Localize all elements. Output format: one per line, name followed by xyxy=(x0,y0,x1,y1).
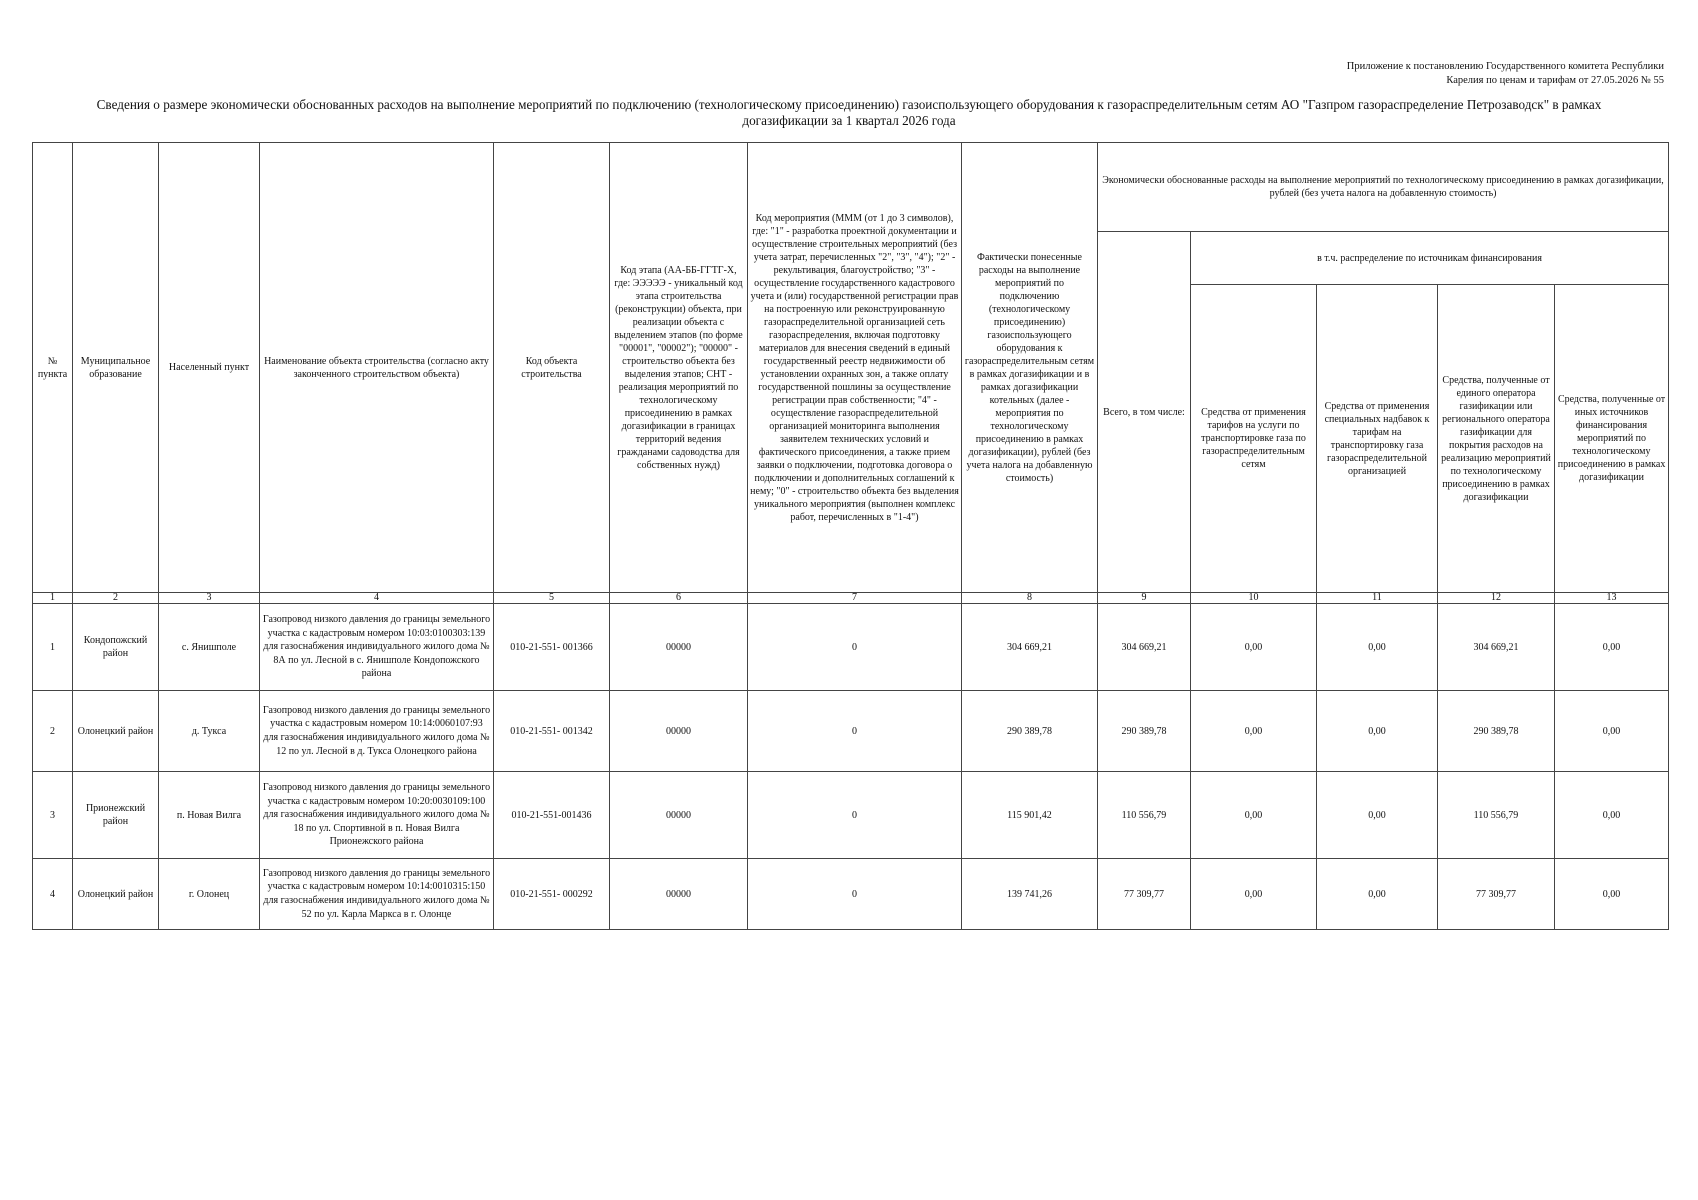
cell-tariff-funds: 0,00 xyxy=(1191,604,1317,691)
cell-total: 290 389,78 xyxy=(1098,691,1191,772)
document-title-line2: догазификации за 1 квартал 2026 года xyxy=(742,113,956,128)
header-col-7: Код мероприятия (МММ (от 1 до 3 символов), где: "1" - разработка проектной документации и осуществление строительных мероприятий (без учета затрат, перечисленных "2", "3", "4"); "2" - рекультивация, благоустройство; "3" - осуществление государственного кадастрового учета и (или) государственной регистрации прав на построенную или реконструированную газораспределительной организацией сеть газораспределения, включая подготовку материалов для внесения сведений в единый государственный реестр недвижимости об установлении охранных зон, а также оплату государственной пошлины за осуществление регистрации прав собственности; "4" - осуществление газораспределительной организацией мониторинга выполнения заявителем технических условий и фактического присоединения, а также прием заявки о подключении, подготовка договора о подключении и дополнительных соглашений к нему; "0" - строительство объекта без выделения уникального мероприятия (выполнен комплекс работ, перечисленных в "1-4") xyxy=(748,143,962,593)
cell-tariff-funds: 0,00 xyxy=(1191,772,1317,859)
cell-municipality: Олонецкий район xyxy=(73,859,159,930)
cell-object-code: 010-21-551-001436 xyxy=(494,772,610,859)
cell-surcharge-funds: 0,00 xyxy=(1317,691,1438,772)
cell-stage-code: 00000 xyxy=(610,691,748,772)
cell-event-code: 0 xyxy=(748,859,962,930)
cell-object-code: 010-21-551- 000292 xyxy=(494,859,610,930)
header-group-econ: Экономически обоснованные расходы на выполнение мероприятий по технологическому присоединению в рамках догазификации, рублей (без учета налога на добавленную стоимость) xyxy=(1098,143,1669,232)
column-number: 10 xyxy=(1191,593,1317,604)
header-col-6: Код этапа (АА-ББ-ГГТГ-Х, где: ЭЭЭЭЭ - уникальный код этапа строительства (реконструкции) объекта, при реализации объекта с выделением этапов (по форме "00001", "00002"); "00000" - строительство объекта без выделения этапов; СНТ - реализация мероприятий по технологическому присоединению в рамках догазификации в границах территорий ведения гражданами садоводства для собственных нужд) xyxy=(610,143,748,593)
column-number: 5 xyxy=(494,593,610,604)
header-col-9: Всего, в том числе: xyxy=(1098,232,1191,593)
column-number: 2 xyxy=(73,593,159,604)
cell-total: 77 309,77 xyxy=(1098,859,1191,930)
cell-municipality: Олонецкий район xyxy=(73,691,159,772)
header-col-8: Фактически понесенные расходы на выполнение мероприятий по подключению (технологическому присоединению) газоиспользующего оборудования к газораспределительным сетям в рамках догазификации и в рамках догазификации котельных (далее - мероприятия по технологическому присоединению в рамках догазификации), рублей (без учета налога на добавленную стоимость) xyxy=(962,143,1098,593)
document-title-line1: Сведения о размере экономически обоснованных расходов на выполнение мероприятий по подключению (технологическому присоединению) газоиспользующего оборудования к газораспределительным сетям АО "Газпром газораспределение Петрозаводск" в рамках xyxy=(96,97,1602,112)
header-col-3: Населенный пункт xyxy=(159,143,260,593)
table-row xyxy=(33,604,1669,691)
header-col-11: Средства от применения специальных надбавок к тарифам на транспортировку газа газораспределительной организацией xyxy=(1317,285,1438,593)
cell-actual-costs: 115 901,42 xyxy=(962,772,1098,859)
column-number-row xyxy=(33,593,1669,604)
cell-num: 3 xyxy=(33,772,73,859)
cell-num: 2 xyxy=(33,691,73,772)
cell-stage-code: 00000 xyxy=(610,604,748,691)
cell-stage-code: 00000 xyxy=(610,772,748,859)
cell-operator-funds: 290 389,78 xyxy=(1438,691,1555,772)
cell-object: Газопровод низкого давления до границы земельного участка с кадастровым номером 10:14:0060107:93 для газоснабжения индивидуального жилого дома № 12 по ул. Лесной в д. Тукса Олонецкого района xyxy=(260,691,494,772)
table-row xyxy=(33,691,1669,772)
cell-settlement: д. Тукса xyxy=(159,691,260,772)
column-number: 4 xyxy=(260,593,494,604)
cell-object-code: 010-21-551- 001366 xyxy=(494,604,610,691)
cell-settlement: г. Олонец xyxy=(159,859,260,930)
cell-surcharge-funds: 0,00 xyxy=(1317,604,1438,691)
column-number: 3 xyxy=(159,593,260,604)
column-number: 9 xyxy=(1098,593,1191,604)
cell-tariff-funds: 0,00 xyxy=(1191,691,1317,772)
column-number: 1 xyxy=(33,593,73,604)
appendix-note-line1: Приложение к постановлению Государственного комитета Республики xyxy=(1346,61,1664,72)
cell-object: Газопровод низкого давления до границы земельного участка с кадастровым номером 10:20:0030109:100 для газоснабжения индивидуального жилого дома № 18 по ул. Спортивной в п. Новая Вилга Прионежского района xyxy=(260,772,494,859)
cell-municipality: Кондопожский район xyxy=(73,604,159,691)
header-group-sources: в т.ч. распределение по источникам финансирования xyxy=(1191,232,1669,285)
cell-total: 304 669,21 xyxy=(1098,604,1191,691)
cell-other-funds: 0,00 xyxy=(1555,604,1669,691)
header-col-12: Средства, полученные от единого оператора газификации или регионального оператора газификации для покрытия расходов на реализацию мероприятий по технологическому присоединению в рамках догазификации xyxy=(1438,285,1555,593)
cell-total: 110 556,79 xyxy=(1098,772,1191,859)
column-number: 7 xyxy=(748,593,962,604)
cell-event-code: 0 xyxy=(748,691,962,772)
appendix-note-line2: Карелия по ценам и тарифам от 27.05.2026 № 55 xyxy=(1446,75,1664,86)
document-title xyxy=(40,97,1658,129)
table-body xyxy=(33,604,1669,930)
header-col-2: Муниципальное образование xyxy=(73,143,159,593)
cell-stage-code: 00000 xyxy=(610,859,748,930)
header-col-4: Наименование объекта строительства (согласно акту законченного строительством объекта) xyxy=(260,143,494,593)
cell-event-code: 0 xyxy=(748,772,962,859)
header-col-10: Средства от применения тарифов на услуги по транспортировке газа по газораспределительным сетям xyxy=(1191,285,1317,593)
cell-surcharge-funds: 0,00 xyxy=(1317,859,1438,930)
appendix-note xyxy=(1244,60,1664,88)
header-col-1: № пункта xyxy=(33,143,73,593)
cell-settlement: п. Новая Вилга xyxy=(159,772,260,859)
cell-object: Газопровод низкого давления до границы земельного участка с кадастровым номером 10:03:0100303:139 для газоснабжения индивидуального жилого дома № 8А по ул. Лесной в с. Янишполе Кондопожского района xyxy=(260,604,494,691)
cell-operator-funds: 304 669,21 xyxy=(1438,604,1555,691)
cell-num: 1 xyxy=(33,604,73,691)
cell-num: 4 xyxy=(33,859,73,930)
cell-actual-costs: 304 669,21 xyxy=(962,604,1098,691)
column-number: 11 xyxy=(1317,593,1438,604)
cell-actual-costs: 139 741,26 xyxy=(962,859,1098,930)
table-row xyxy=(33,859,1669,930)
column-number: 8 xyxy=(962,593,1098,604)
cell-object: Газопровод низкого давления до границы земельного участка с кадастровым номером 10:14:0010315:150 для газоснабжения индивидуального жилого дома № 52 по ул. Карла Маркса в г. Олонце xyxy=(260,859,494,930)
cell-other-funds: 0,00 xyxy=(1555,772,1669,859)
table-header xyxy=(33,143,1669,604)
table-row xyxy=(33,772,1669,859)
cell-other-funds: 0,00 xyxy=(1555,859,1669,930)
cell-actual-costs: 290 389,78 xyxy=(962,691,1098,772)
cell-settlement: с. Янишполе xyxy=(159,604,260,691)
cell-event-code: 0 xyxy=(748,604,962,691)
column-number: 12 xyxy=(1438,593,1555,604)
cell-operator-funds: 110 556,79 xyxy=(1438,772,1555,859)
column-number: 6 xyxy=(610,593,748,604)
cell-object-code: 010-21-551- 001342 xyxy=(494,691,610,772)
cell-other-funds: 0,00 xyxy=(1555,691,1669,772)
cell-municipality: Прионежский район xyxy=(73,772,159,859)
cell-operator-funds: 77 309,77 xyxy=(1438,859,1555,930)
header-col-13: Средства, полученные от иных источников финансирования мероприятий по технологическому присоединению в рамках догазификации xyxy=(1555,285,1669,593)
cell-surcharge-funds: 0,00 xyxy=(1317,772,1438,859)
header-col-5: Код объекта строительства xyxy=(494,143,610,593)
cell-tariff-funds: 0,00 xyxy=(1191,859,1317,930)
column-number: 13 xyxy=(1555,593,1669,604)
costs-table xyxy=(32,142,1669,930)
